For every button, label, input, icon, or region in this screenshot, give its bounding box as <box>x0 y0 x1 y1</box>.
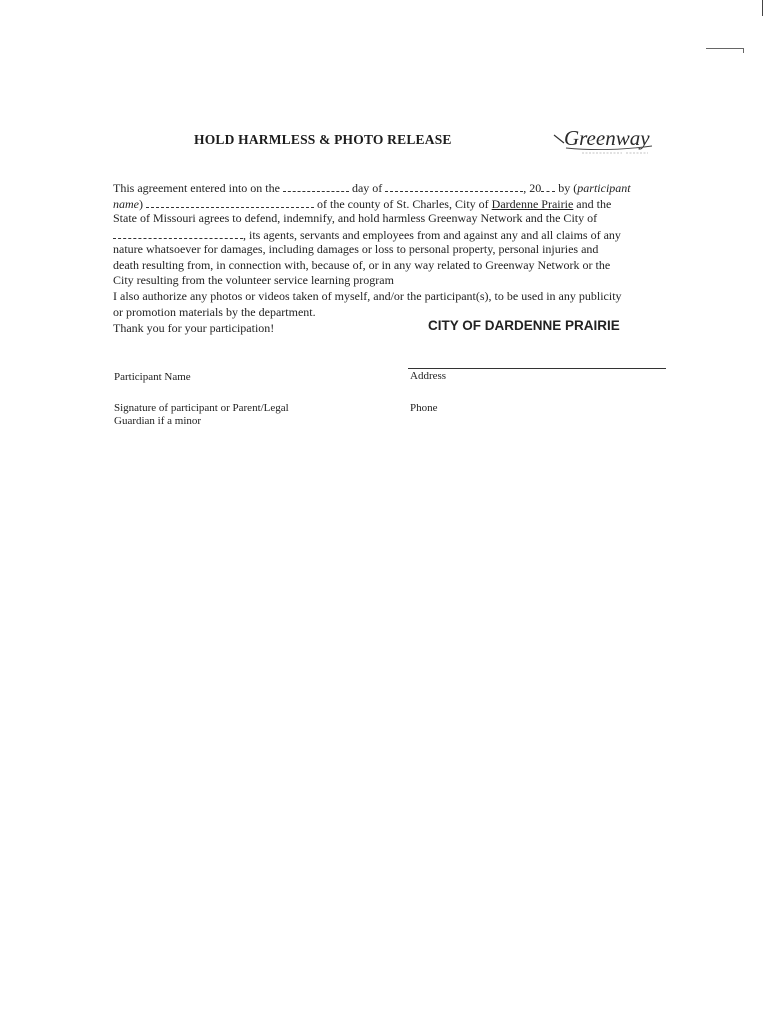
thank-you-line: Thank you for your participation! <box>113 321 275 335</box>
date-month-blank[interactable] <box>385 180 523 192</box>
agreement-line-2: name) of the county of St. Charles, City of Dardenne Prairie and the <box>113 197 612 211</box>
agreement-line-5: nature whatsoever for damages, including damages or loss to personal property, personal injuries and <box>113 242 599 256</box>
photo-release-line-1: I also authorize any photos or videos taken of myself, and/or the participant(s), to be used in any publicity <box>113 289 622 303</box>
date-day-blank[interactable] <box>283 180 349 192</box>
photo-release-line-2: or promotion materials by the department. <box>113 305 316 319</box>
agreement-line-7: City resulting from the volunteer service learning program <box>113 273 394 287</box>
participant-name-label: Participant Name <box>114 371 191 383</box>
city-blank[interactable] <box>113 227 243 239</box>
agreement-line-6: death resulting from, in connection with, because of, or in any way related to Greenway Network or the <box>113 258 611 272</box>
address-signature-line[interactable] <box>408 368 666 369</box>
document-title: HOLD HARMLESS & PHOTO RELEASE <box>194 132 452 147</box>
city-stamp: CITY OF DARDENNE PRAIRIE <box>428 318 620 333</box>
greenway-logo <box>552 121 658 157</box>
signature-label-line-2: Guardian if a minor <box>114 415 202 427</box>
address-label: Address <box>410 370 447 382</box>
page-edge-mark <box>762 0 763 16</box>
year-blank[interactable] <box>541 180 555 192</box>
phone-label: Phone <box>410 402 438 414</box>
agreement-line-3: State of Missouri agrees to defend, indemnify, and hold harmless Greenway Network and the City of <box>113 211 598 225</box>
agreement-line-4: , its agents, servants and employees from and against any and all claims of any <box>113 227 621 244</box>
participant-name-blank[interactable] <box>146 196 314 208</box>
agreement-line-1: This agreement entered into on the day of , 20 by (participant <box>113 181 631 195</box>
signature-label-line-1: Signature of participant or Parent/Legal <box>114 402 289 414</box>
greenway-logo-text: Greenway <box>564 126 650 150</box>
city-name-filled: Dardenne Prairie <box>491 197 574 211</box>
scan-corner-mark <box>706 48 744 49</box>
